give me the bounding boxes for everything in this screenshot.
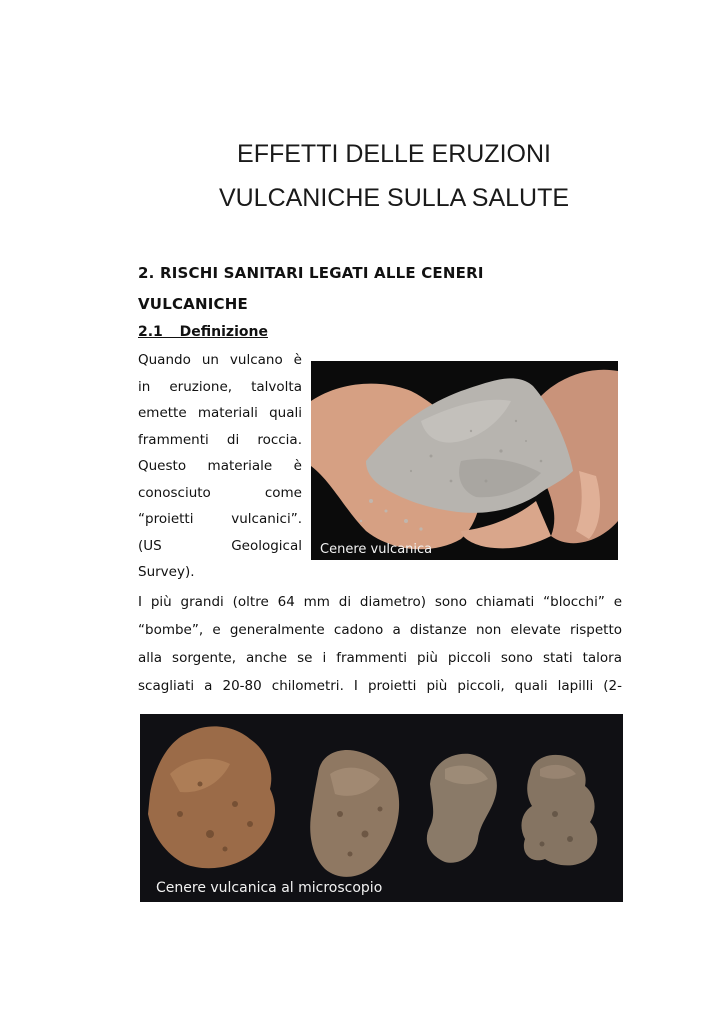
hands-with-ash-illustration: [311, 361, 618, 560]
paragraph-line: alla sorgente, anche se i frammenti più piccoli sono stati talora: [138, 650, 622, 666]
subsection-heading: 2.1 Definizione: [138, 324, 268, 340]
text-line: “proietti vulcanici”.: [138, 511, 302, 527]
microscope-photo-caption: Cenere vulcanica al microscopio: [156, 880, 383, 896]
title-line-2: VULCANICHE SULLA SALUTE: [218, 184, 570, 212]
body-paragraph: [138, 588, 622, 700]
text-line: Questo materiale è: [138, 458, 302, 474]
volcanic-ash-photo: [311, 361, 618, 560]
text-line: conosciuto come: [138, 484, 302, 501]
text-line: emette materiali quali: [138, 405, 302, 421]
text-line: frammenti di roccia.: [138, 431, 302, 448]
ash-photo-caption: Cenere vulcanica: [320, 542, 433, 557]
paragraph-line: “bombe”, e generalmente cadono a distanze non elevate rispetto: [138, 622, 622, 638]
text-line: (US Geological: [138, 537, 302, 554]
section-heading-line-2: VULCANICHE: [138, 295, 248, 313]
paragraph-line: scagliati a 20-80 chilometri. I proietti più piccoli, quali lapilli (2-: [138, 678, 622, 694]
ash-particles-illustration: [140, 714, 623, 902]
narrow-text-column: [138, 347, 302, 586]
title-line-1: EFFETTI DELLE ERUZIONI: [237, 140, 551, 168]
microscope-ash-photo: [140, 714, 623, 902]
section-heading-line-1: 2. RISCHI SANITARI LEGATI ALLE CENERI: [138, 264, 484, 282]
text-line: Survey).: [138, 564, 195, 580]
text-line: in eruzione, talvolta: [138, 378, 302, 395]
text-line: Quando un vulcano è: [138, 352, 302, 368]
paragraph-line: I più grandi (oltre 64 mm di diametro) sono chiamati “blocchi” e: [138, 594, 622, 610]
